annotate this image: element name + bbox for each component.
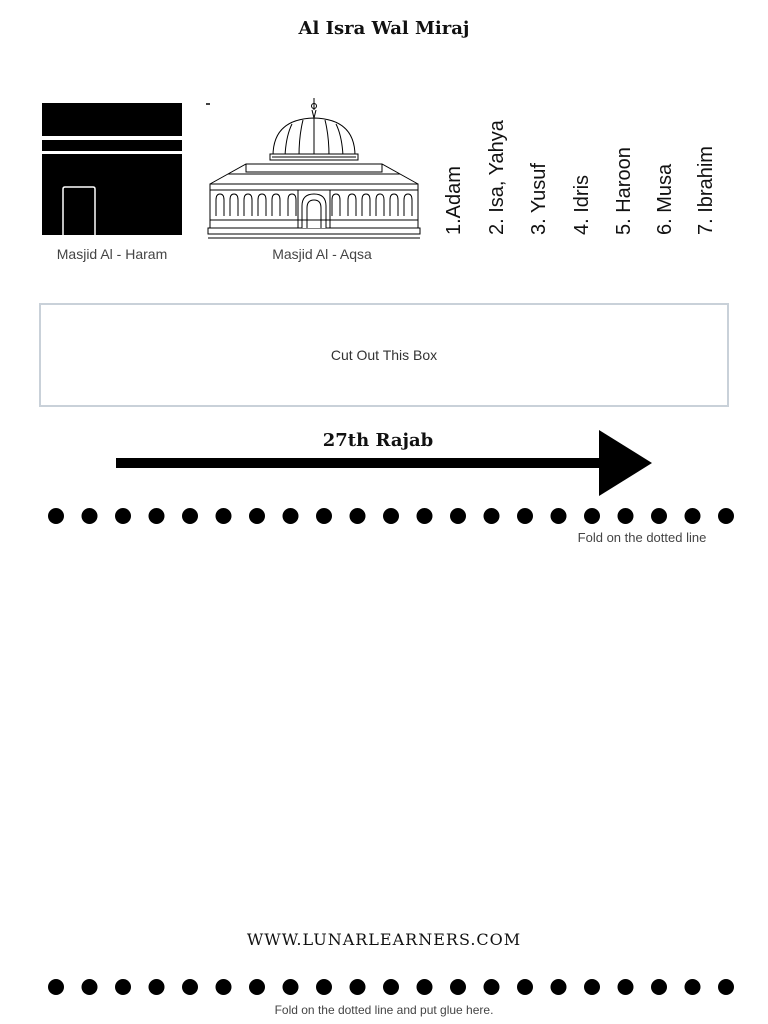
prophet-list-item: 4. Idris	[571, 174, 593, 235]
fold-dotted-line-top	[40, 506, 744, 526]
fold-instruction-bottom: Fold on the dotted line and put glue here.	[274, 1003, 494, 1017]
fold-instruction-top: Fold on the dotted line	[577, 530, 707, 545]
aqsa-label: Masjid Al - Aqsa	[272, 246, 372, 262]
page-title: Al Isra Wal Miraj	[298, 18, 470, 39]
prophet-list-item: 1.Adam	[443, 166, 465, 235]
fold-dotted-line-bottom	[40, 977, 744, 997]
cut-out-box	[39, 303, 729, 407]
kaaba-illustration	[42, 103, 182, 235]
aqsa-mosque-illustration	[206, 96, 422, 242]
kaaba-label: Masjid Al - Haram	[56, 246, 168, 262]
prophet-list-item: 2. Isa, Yahya	[486, 120, 508, 235]
website-url: WWW.LUNARLEARNERS.COM	[246, 930, 522, 949]
timeline-date-label: 27th Rajab	[322, 430, 434, 451]
prophet-list-item: 3. Yusuf	[528, 163, 550, 235]
cut-out-box-label: Cut Out This Box	[330, 347, 438, 363]
prophet-list-item: 7. Ibrahim	[695, 146, 717, 235]
prophet-list-item: 5. Haroon	[613, 147, 635, 235]
prophet-list-item: 6. Musa	[654, 163, 676, 235]
